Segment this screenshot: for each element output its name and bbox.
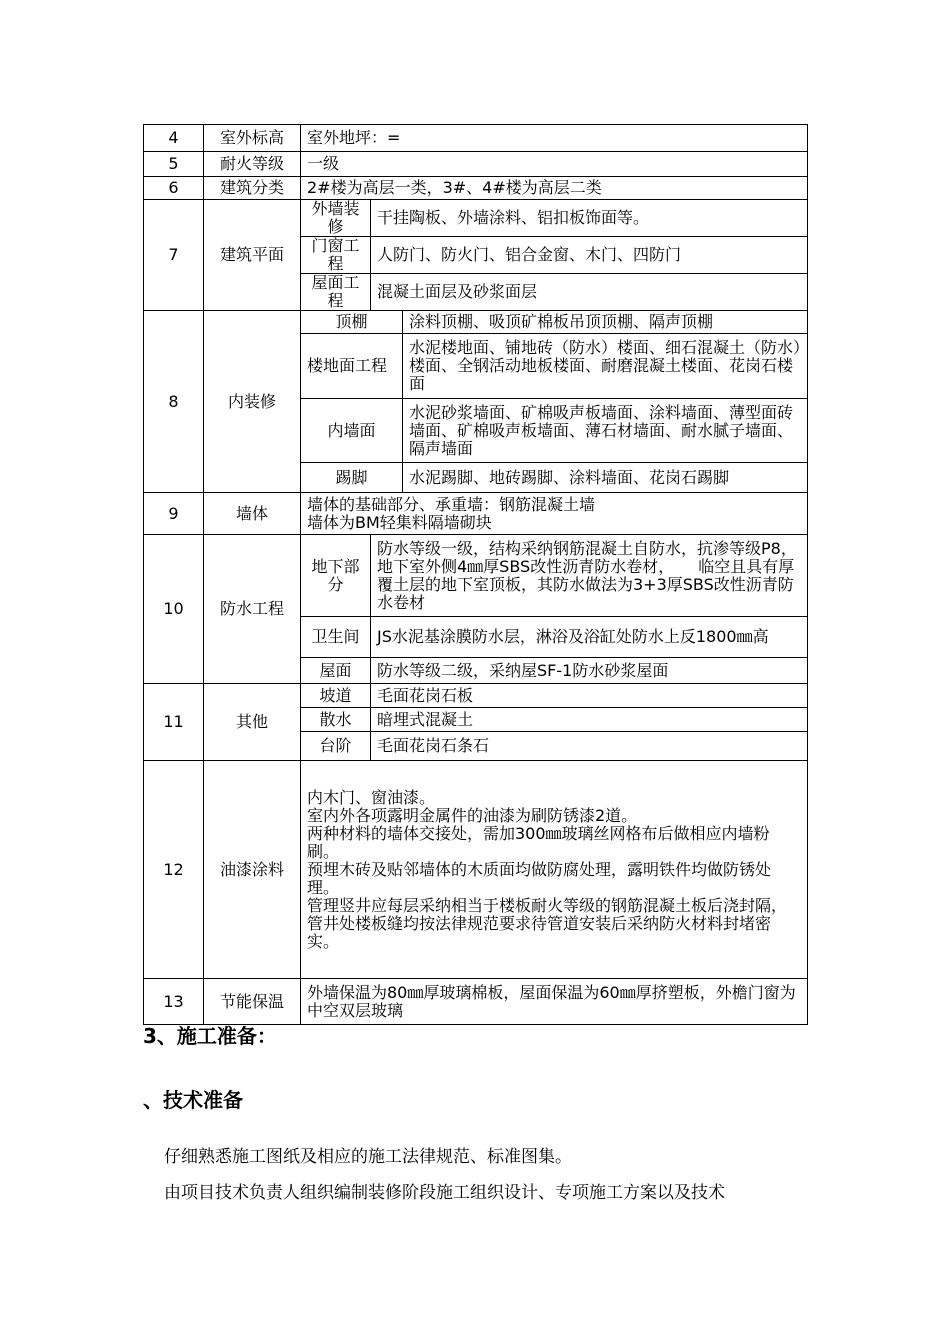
row-content: 2#楼为高层一类，3#、4#楼为高层二类 (301, 177, 808, 200)
sub-content: 水泥楼地面、铺地砖（防水）楼面、细石混凝土（防水）楼面、全钢活动地板楼面、耐磨混凝土楼面、花岗石楼面 (403, 334, 808, 399)
content-line: 墙体为BM轻集料隔墙砌块 (307, 512, 492, 532)
sub-content: 防水等级二级，采纳屋SF-1防水砂浆屋面 (371, 658, 808, 684)
row-number: 8 (144, 311, 204, 493)
content-line: 室内外各项露明金属件的油漆为刷防锈漆2道。 (307, 805, 638, 825)
content-line: 两种材料的墙体交接处，需加300㎜玻璃丝网格布后做相应内墙粉刷。 (307, 823, 770, 861)
sub-label: 内墙面 (301, 399, 403, 463)
sub-content: 毛面花岗石条石 (371, 732, 808, 761)
row-number: 13 (144, 979, 204, 1025)
row-number: 12 (144, 761, 204, 979)
content-line: 墙体的基础部分、承重墙：钢筋混凝土墙 (307, 494, 596, 514)
row-content: 室外地坪：= (301, 125, 808, 152)
row-content (301, 761, 808, 979)
row-number: 5 (144, 152, 204, 177)
sub-label: 地下部分 (301, 535, 371, 617)
sub-content: 水泥踢脚、地砖踢脚、涂料墙面、花岗石踢脚 (403, 463, 808, 493)
row-category: 建筑平面 (204, 200, 301, 311)
content-line: 内木门、窗油漆。 (307, 787, 436, 807)
sub-content: 毛面花岗石板 (371, 684, 808, 708)
row-number: 11 (144, 684, 204, 761)
table-row (144, 177, 808, 200)
sub-label: 卫生间 (301, 617, 371, 658)
table-row (144, 979, 808, 1025)
sub-content: 混凝土面层及砂浆面层 (371, 274, 808, 311)
sub-content: 干挂陶板、外墙涂料、铝扣板饰面等。 (371, 200, 808, 237)
section-heading: 3、施工准备： (143, 1024, 277, 1048)
sub-label: 外墙装修 (301, 200, 371, 237)
paragraph: 由项目技术负责人组织编制装修阶段施工组织设计、专项施工方案以及技术 (164, 1183, 725, 1203)
table-row (144, 200, 808, 237)
sub-content: 人防门、防火门、铝合金窗、木门、四防门 (371, 237, 808, 274)
table-row (144, 761, 808, 979)
sub-content: 水泥砂浆墙面、矿棉吸声板墙面、涂料墙面、薄型面砖墙面、矿棉吸声板墙面、薄石材墙面、耐水腻子墙面、隔声墙面 (403, 399, 808, 463)
sub-label: 台阶 (301, 732, 371, 761)
row-category: 其他 (204, 684, 301, 761)
row-category: 室外标高 (204, 125, 301, 152)
paragraph: 仔细熟悉施工图纸及相应的施工法律规范、标准图集。 (164, 1147, 572, 1167)
sub-content: 防水等级一级，结构采纳钢筋混凝土自防水，抗渗等级P8，地下室外侧4㎜厚SBS改性沥青防水卷材， 临空且具有厚覆土层的地下室顶板，其防水做法为3+3厚SBS改性沥青防水卷材 (371, 535, 808, 617)
table-row (144, 493, 808, 535)
row-category: 建筑分类 (204, 177, 301, 200)
row-content: 外墙保温为80㎜厚玻璃棉板，屋面保温为60㎜厚挤塑板，外檐门窗为中空双层玻璃 (301, 979, 808, 1025)
row-content (301, 493, 808, 535)
table-row (144, 125, 808, 152)
sub-label: 门窗工程 (301, 237, 371, 274)
row-number: 10 (144, 535, 204, 684)
row-number: 7 (144, 200, 204, 311)
row-category: 耐火等级 (204, 152, 301, 177)
sub-label: 踢脚 (301, 463, 403, 493)
sub-label: 散水 (301, 708, 371, 732)
row-category: 防水工程 (204, 535, 301, 684)
sub-label: 楼地面工程 (301, 334, 403, 399)
sub-content: 暗埋式混凝土 (371, 708, 808, 732)
row-number: 4 (144, 125, 204, 152)
sub-content: 涂料顶棚、吸顶矿棉板吊顶顶棚、隔声顶棚 (403, 311, 808, 334)
sub-content: JS水泥基涂膜防水层，淋浴及浴缸处防水上反1800㎜高 (371, 617, 808, 658)
sub-label: 屋面 (301, 658, 371, 684)
row-category: 墙体 (204, 493, 301, 535)
spec-table (143, 124, 808, 1025)
sub-heading: 、技术准备 (143, 1088, 243, 1112)
row-content: 一级 (301, 152, 808, 177)
content-line: 管理竖井应每层采纳相当于楼板耐火等级的钢筋混凝土板后浇封隔，管井处楼板缝均按法律规范要求待管道安装后采纳防火材料封堵密实。 (307, 895, 788, 951)
sub-label: 屋面工程 (301, 274, 371, 311)
row-category: 内装修 (204, 311, 301, 493)
sub-label: 顶棚 (301, 311, 403, 334)
row-number: 9 (144, 493, 204, 535)
table-row (144, 684, 808, 708)
sub-label: 坡道 (301, 684, 371, 708)
table-row (144, 535, 808, 617)
row-category: 节能保温 (204, 979, 301, 1025)
row-number: 6 (144, 177, 204, 200)
table-row (144, 311, 808, 334)
row-category: 油漆涂料 (204, 761, 301, 979)
table-row (144, 152, 808, 177)
content-line: 预埋木砖及贴邻墙体的木质面均做防腐处理，露明铁件均做防锈处理。 (307, 859, 772, 897)
